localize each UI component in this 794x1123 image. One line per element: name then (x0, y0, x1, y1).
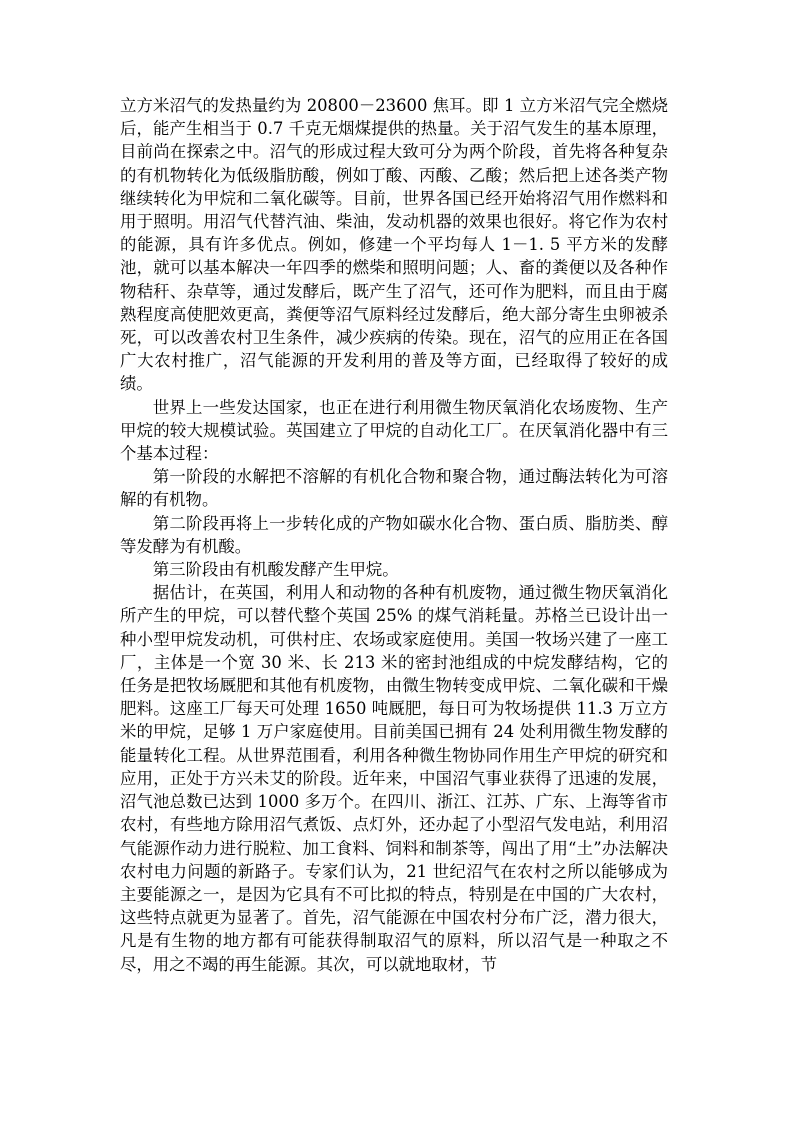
paragraph-6: 据估计，在英国，利用人和动物的各种有机废物，通过微生物厌氧消化所产生的甲烷，可以替代整个英国 25% 的煤气消耗量。苏格兰已设计出一种小型甲烷发动机，可供村庄、农场或家庭使用。美国一牧场兴建了一座工厂，主体是一个宽 30 米、长 213 米的密封池组成的中烷发酵结构，它的任务是把牧场厩肥和其他有机废物，由微生物转变成甲烷、二氧化碳和干燥肥料。这座工厂每天可处理 1650 吨厩肥，每日可为牧场提供 11.3 万立方米的甲烷，足够 1 万户家庭使用。目前美国已拥有 24 处利用微生物发酵的能量转化工程。从世界范围看，利用各种微生物协同作用生产甲烷的研究和应用，正处于方兴未艾的阶段。近年来，中国沼气事业获得了迅速的发展，沼气池总数已达到 1000 多万个。在四川、浙江、江苏、广东、上海等省市农村，有些地方除用沼气煮饭、点灯外，还办起了小型沼气发电站，利用沼气能源作动力进行脱粒、加工食料、饲料和制茶等，闯出了用“土”办法解决农村电力问题的新路子。专家们认为，21 世纪沼气在农村之所以能够成为主要能源之一，是因为它具有不可比拟的特点，特别是在中国的广大农村，这些特点就更为显著了。首先，沼气能源在中国农村分布广泛，潜力很大，凡是有生物的地方都有可能获得制取沼气的原料，所以沼气是一种取之不尽，用之不竭的再生能源。其次，可以就地取材，节 (120, 583, 668, 974)
paragraph-5: 第三阶段由有机酸发酵产生甲烷。 (152, 560, 399, 580)
paragraph-4: 第二阶段再将上一步转化成的产物如碳水化合物、蛋白质、脂肪类、醇等发酵为有机酸。 (120, 513, 668, 556)
paragraph-3: 第一阶段的水解把不溶解的有机化合物和聚合物，通过酶法转化为可溶解的有机物。 (120, 467, 668, 510)
document-body (120, 94, 668, 976)
paragraph-1: 立方米沼气的发热量约为 20800－23600 焦耳。即 1 立方米沼气完全燃烧后，能产生相当于 0.7 千克无烟煤提供的热量。关于沼气发生的基本原理，目前尚在探索之中。沼气的形成过程大致可分为两个阶段，首先将各种复杂的有机物转化为低级脂肪酸，例如丁酸、丙酸、乙酸；然后把上述各类产物继续转化为甲烷和二氧化碳等。目前，世界各国已经开始将沼气用作燃料和用于照明。用沼气代替汽油、柴油，发动机器的效果也很好。将它作为农村的能源，具有许多优点。例如，修建一个平均每人 1－1. 5 平方米的发酵池，就可以基本解决一年四季的燃柴和照明问题；人、畜的粪便以及各种作物秸秆、杂草等，通过发酵后，既产生了沼气，还可作为肥料，而且由于腐熟程度高使肥效更高，粪便等沼气原料经过发酵后，绝大部分寄生虫卵被杀死，可以改善农村卫生条件，减少疾病的传染。现在，沼气的应用正在各国广大农村推广，沼气能源的开发利用的普及等方面，已经取得了较好的成绩。 (120, 96, 668, 394)
paragraph-2: 世界上一些发达国家，也正在进行利用微生物厌氧消化农场废物、生产甲烷的较大规模试验。英国建立了甲烷的自动化工厂。在厌氧消化器中有三个基本过程： (120, 397, 668, 464)
